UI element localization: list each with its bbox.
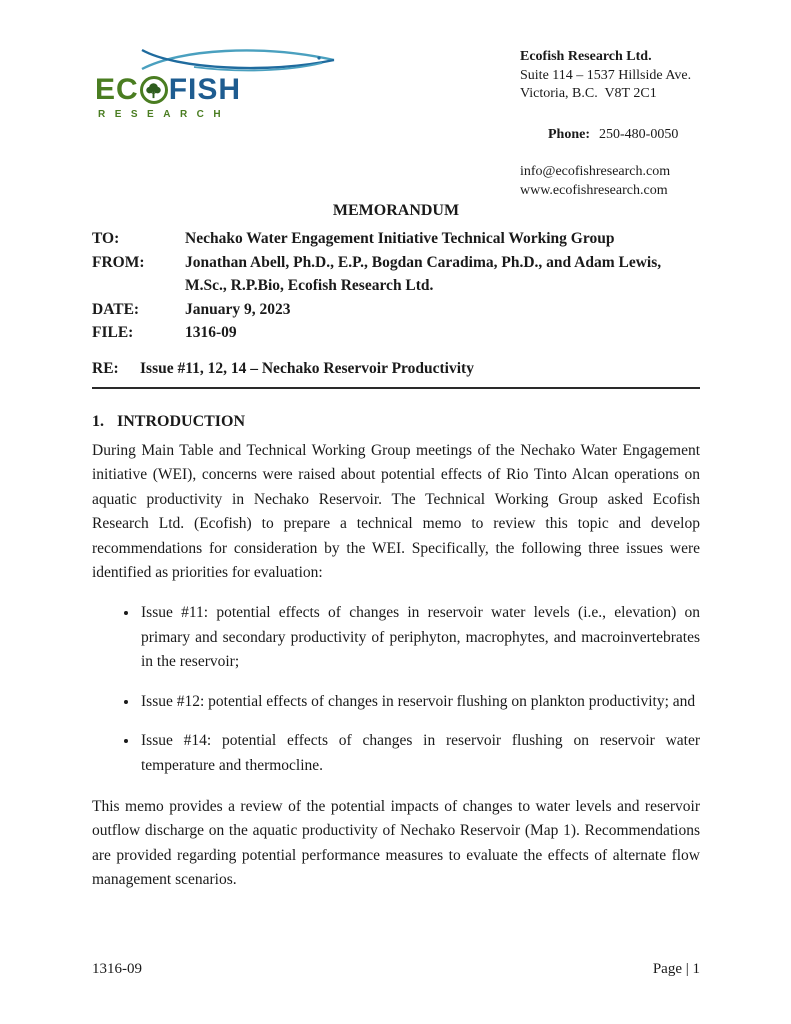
phone-number: 250-480-0050 xyxy=(599,127,679,142)
address-line1: Suite 114 – 1537 Hillside Ave. xyxy=(520,67,692,83)
memo-fields xyxy=(92,227,700,345)
field-label: FILE: xyxy=(92,324,134,341)
field-label: FROM: xyxy=(92,253,145,271)
list-item: • Issue #14: potential effects of changes in reservoir flushing on reservoir water temperature and thermocline. xyxy=(139,729,700,778)
intro-paragraph-2: This memo provides a review of the potential impacts of changes to water levels and reservoir outflow discharge on the aquatic productivity of Nechako Reservoir (Map 1). Recommendations are provided regarding potential performance measures to evaluate the effects of alternate flow management scenarios. xyxy=(92,797,700,889)
field-value: Nechako Water Engagement Initiative Technical Working Group xyxy=(185,230,615,247)
re-value: Issue #11, 12, 14 – Nechako Reservoir Productivity xyxy=(140,359,474,377)
page-footer xyxy=(92,961,700,978)
list-item: • Issue #11: potential effects of changes in reservoir water levels (i.e., elevation) on primary and secondary productivity of periphyton, macrophytes, and macroinvertebrates in the reservoir; xyxy=(139,601,700,675)
field-label: TO: xyxy=(92,230,120,247)
re-label: RE: xyxy=(92,359,119,377)
memo-title: MEMORANDUM xyxy=(332,202,460,219)
section-heading-introduction xyxy=(92,413,700,431)
address-line2: Victoria, B.C. V8T 2C1 xyxy=(520,86,657,101)
footer-page-number: Page | 1 xyxy=(652,961,700,977)
ecofish-logo xyxy=(92,45,372,149)
logo-eco-text: EC xyxy=(95,73,139,106)
fish-icon xyxy=(136,47,344,73)
field-value: 1316-09 xyxy=(185,324,237,341)
field-to xyxy=(92,227,700,251)
company-name: Ecofish Research Ltd. xyxy=(520,49,652,64)
field-value: Jonathan Abell, Ph.D., E.P., Bogdan Caradima, Ph.D., and Adam Lewis, M.Sc., R.P.Bio, Ecofish Research Ltd. xyxy=(185,253,662,294)
footer-file-number: 1316-09 xyxy=(92,961,142,977)
email-text: info@ecofishresearch.com xyxy=(520,164,671,179)
field-label: DATE: xyxy=(92,300,140,318)
section-number: 1. xyxy=(92,412,104,430)
field-date xyxy=(92,298,700,322)
logo-research-text: RESEARCH xyxy=(98,109,231,120)
list-item: • Issue #12: potential effects of changes in reservoir flushing on plankton productivity; and xyxy=(139,690,700,715)
field-file xyxy=(92,321,700,345)
re-subject-line xyxy=(92,358,700,389)
website-text: www.ecofishresearch.com xyxy=(520,182,668,198)
field-value: January 9, 2023 xyxy=(185,300,291,318)
intro-paragraph-1: During Main Table and Technical Working Group meetings of the Nechako Water Engagement initiative (WEI), concerns were raised about potential effects of Rio Tinto Alcan operations on aquatic productivity in Nechako Reservoir. The Technical Working Group asked Ecofish Research Ltd. (Ecofish) to prepare a technical memo to review this topic and develop recommendations for consideration by the WEI. Specifically, the following three issues were identified as priorities for evaluation: xyxy=(92,441,700,582)
header xyxy=(92,45,700,200)
contact-block xyxy=(520,45,700,200)
field-from xyxy=(92,251,700,298)
phone-label: Phone: xyxy=(548,127,590,142)
tree-icon xyxy=(140,76,168,104)
logo-wordmark xyxy=(95,73,372,107)
issues-list xyxy=(92,601,700,779)
section-title: INTRODUCTION xyxy=(117,412,246,430)
logo-fish-text: FISH xyxy=(168,73,242,106)
phone-line xyxy=(520,108,700,164)
